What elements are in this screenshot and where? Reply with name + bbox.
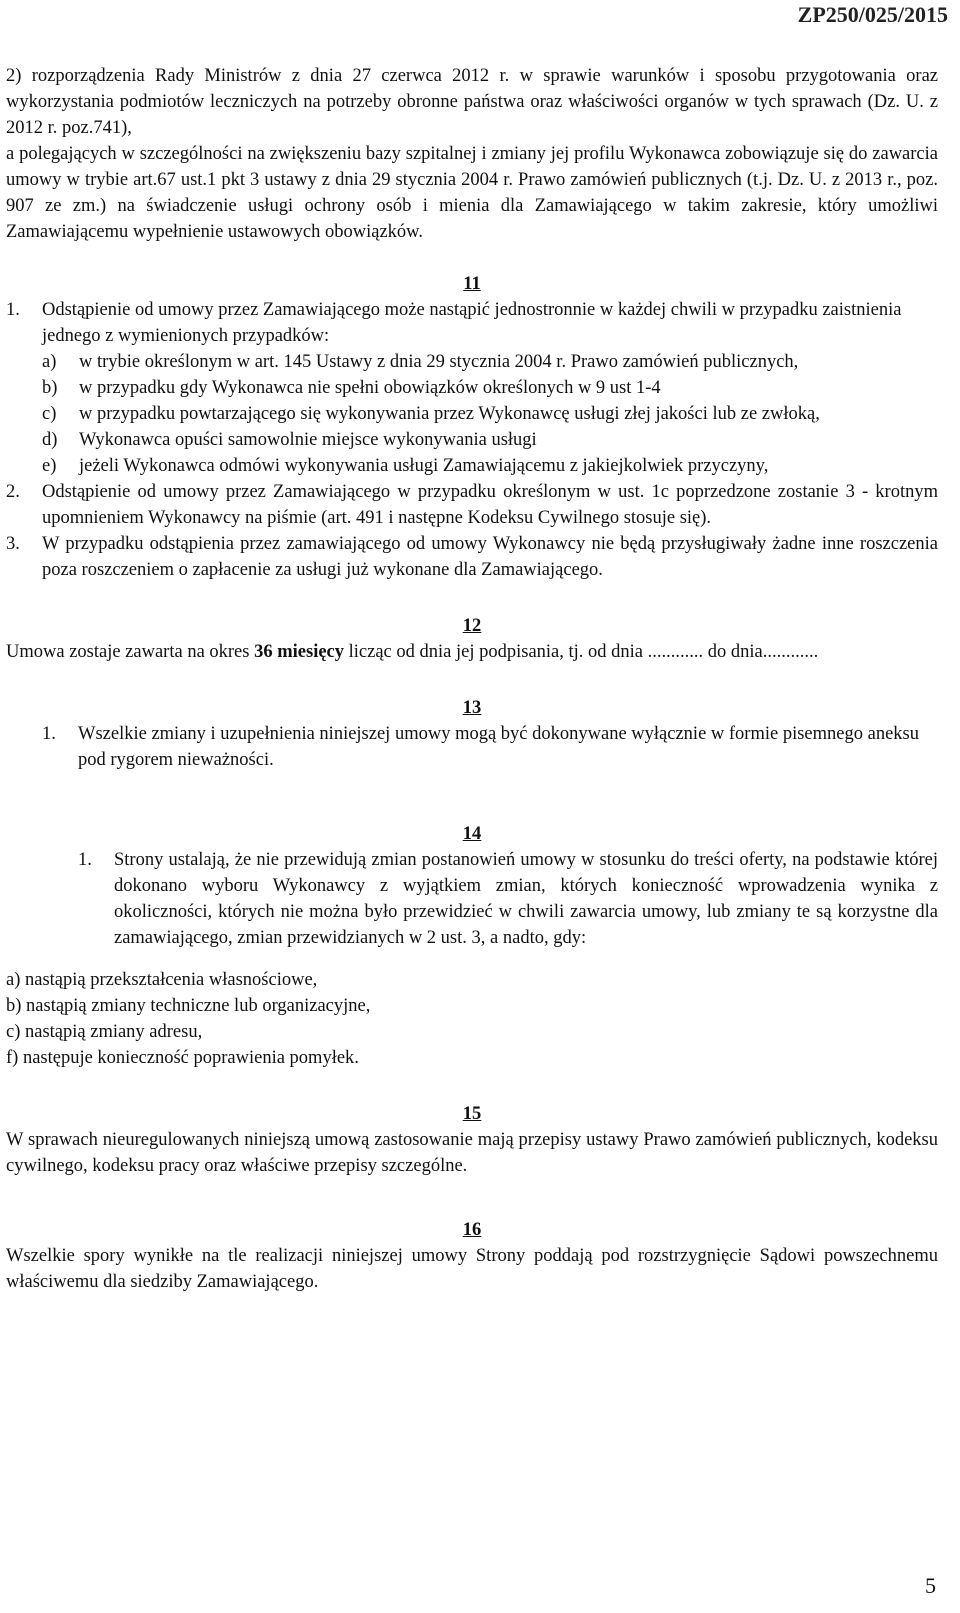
section-11-list-cont [6,479,938,583]
item-text: Strony ustalają, że nie przewidują zmian postanowień umowy w stosunku do treści oferty, na podstawie której dokonano wyboru Wykonawcy z wyjątkiem zmian, których konieczność wprowadzenia wynika z okoliczności, których nie można było przewidzieć w chwili zawarcia umowy, lub zmiany te są korzystne dla zamawiającego, zmian przewidzianych w 2 ust. 3, a nadto, gdy: [114,850,938,948]
item-text: Wykonawca opuści samowolnie miejsce wykonywania usługi [79,430,537,450]
item-text: W przypadku odstąpienia przez zamawiającego od umowy Wykonawcy nie będą przysługiwały żadne inne roszczenia poza roszczeniem o zapłacenie za usługi już wykonane dla Zamawiającego. [42,534,938,580]
list-item [42,721,938,773]
list-item: f) następuje konieczność poprawienia pomyłek. [6,1048,359,1068]
section-14-list [6,847,938,951]
list-item: b) nastąpią zmiany techniczne lub organizacyjne, [6,996,371,1016]
intro-item-2: 2) rozporządzenia Rady Ministrów z dnia 27 czerwca 2012 r. w sprawie warunków i sposobu przygotowania oraz wykorzystania podmiotów leczniczych na potrzeby obronne państwa oraz właściwości organów w tych sprawach (Dz. U. z 2012 r. poz.741), [6,66,938,138]
item-text: jeżeli Wykonawca odmówi wykonywania usługi Zamawiającemu z jakiejkolwiek przyczyny, [79,456,769,476]
item-label: a) [42,352,57,372]
item-number: 1. [42,724,56,744]
list-item [42,375,938,401]
list-item [6,479,938,531]
list-item [78,847,938,951]
section-11-list [6,297,938,349]
item-label: b) [42,378,58,398]
item-text: w przypadku gdy Wykonawca nie spełni obowiązków określonych w 9 ust 1-4 [79,378,661,398]
document-reference: ZP250/025/2015 [797,2,948,27]
page-number: 5 [925,1573,936,1598]
intro-continuation: a polegających w szczególności na zwiększeniu bazy szpitalnej i zmiany jej profilu Wykonawca zobowiązuje się do zawarcia umowy w trybie art.67 ust.1 pkt 3 ustawy z dnia 29 stycznia 2004 r. Prawo zamówień publicznych (t.j. Dz. U. z 2013 r., poz. 907 ze zm.) na świadczenie usługi ochrony osób i mienia dla Zamawiającego w takim zakresie, który umożliwi Zamawiającemu wypełnienie ustawowych obowiązków. [6,144,938,242]
item-text: Odstąpienie od umowy przez Zamawiającego w przypadku określonym w ust. 1c poprzedzone zostanie 3 - krotnym upomnieniem Wykonawcy na piśmie (art. 491 i następne Kodeksu Cywilnego stosuje się). [42,482,938,528]
text-span: licząc od dnia jej podpisania, tj. od dnia ............ do dnia............ [344,642,819,662]
section-15-text: W sprawach nieuregulowanych niniejszą umową zastosowanie mają przepisy ustawy Prawo zamówień publicznych, kodeksu cywilnego, kodeksu pracy oraz właściwe przepisy szczególne. [6,1130,938,1176]
section-14-change-list [6,967,938,1071]
list-item: c) nastąpią zmiany adresu, [6,1022,203,1042]
item-number: 1. [78,850,92,870]
item-label: c) [42,404,57,424]
item-text: w trybie określonym w art. 145 Ustawy z dnia 29 stycznia 2004 r. Prawo zamówień publicznych, [79,352,799,372]
text-span: Umowa zostaje zawarta na okres [6,642,255,662]
section-16-text: Wszelkie spory wynikłe na tle realizacji niniejszej umowy Strony poddają pod rozstrzygnięcie Sądowi powszechnemu właściwemu dla siedziby Zamawiającego. [6,1246,938,1292]
section-13-list [6,721,938,773]
item-text: Odstąpienie od umowy przez Zamawiającego może nastąpić jednostronnie w każdej chwili w przypadku zaistnienia jednego z wymienionych przypadków: [42,300,902,346]
list-item [6,297,938,349]
list-item: a) nastąpią przekształcenia własnościowe, [6,970,318,990]
item-number: 1. [6,300,20,320]
section-15-title: 15 [462,1104,482,1124]
duration-bold: 36 miesięcy [254,642,345,662]
item-label: d) [42,430,58,450]
item-label: e) [42,456,57,476]
list-item [42,349,938,375]
section-12-title: 12 [462,616,482,636]
list-item [42,453,938,479]
section-11-sublist [6,349,938,479]
section-14-title: 14 [462,824,482,844]
section-12-text [6,639,938,665]
item-text: w przypadku powtarzającego się wykonywania przez Wykonawcę usługi złej jakości lub ze zwłoką, [79,404,820,424]
document-page [6,63,938,1295]
item-number: 3. [6,534,20,554]
section-11-title: 11 [463,274,481,294]
list-item [42,401,938,427]
section-13-title: 13 [462,698,482,718]
item-number: 2. [6,482,20,502]
item-text: Wszelkie zmiany i uzupełnienia niniejszej umowy mogą być dokonywane wyłącznie w formie pisemnego aneksu pod rygorem nieważności. [78,724,919,770]
list-item [6,531,938,583]
section-16-title: 16 [462,1220,482,1240]
list-item [42,427,938,453]
